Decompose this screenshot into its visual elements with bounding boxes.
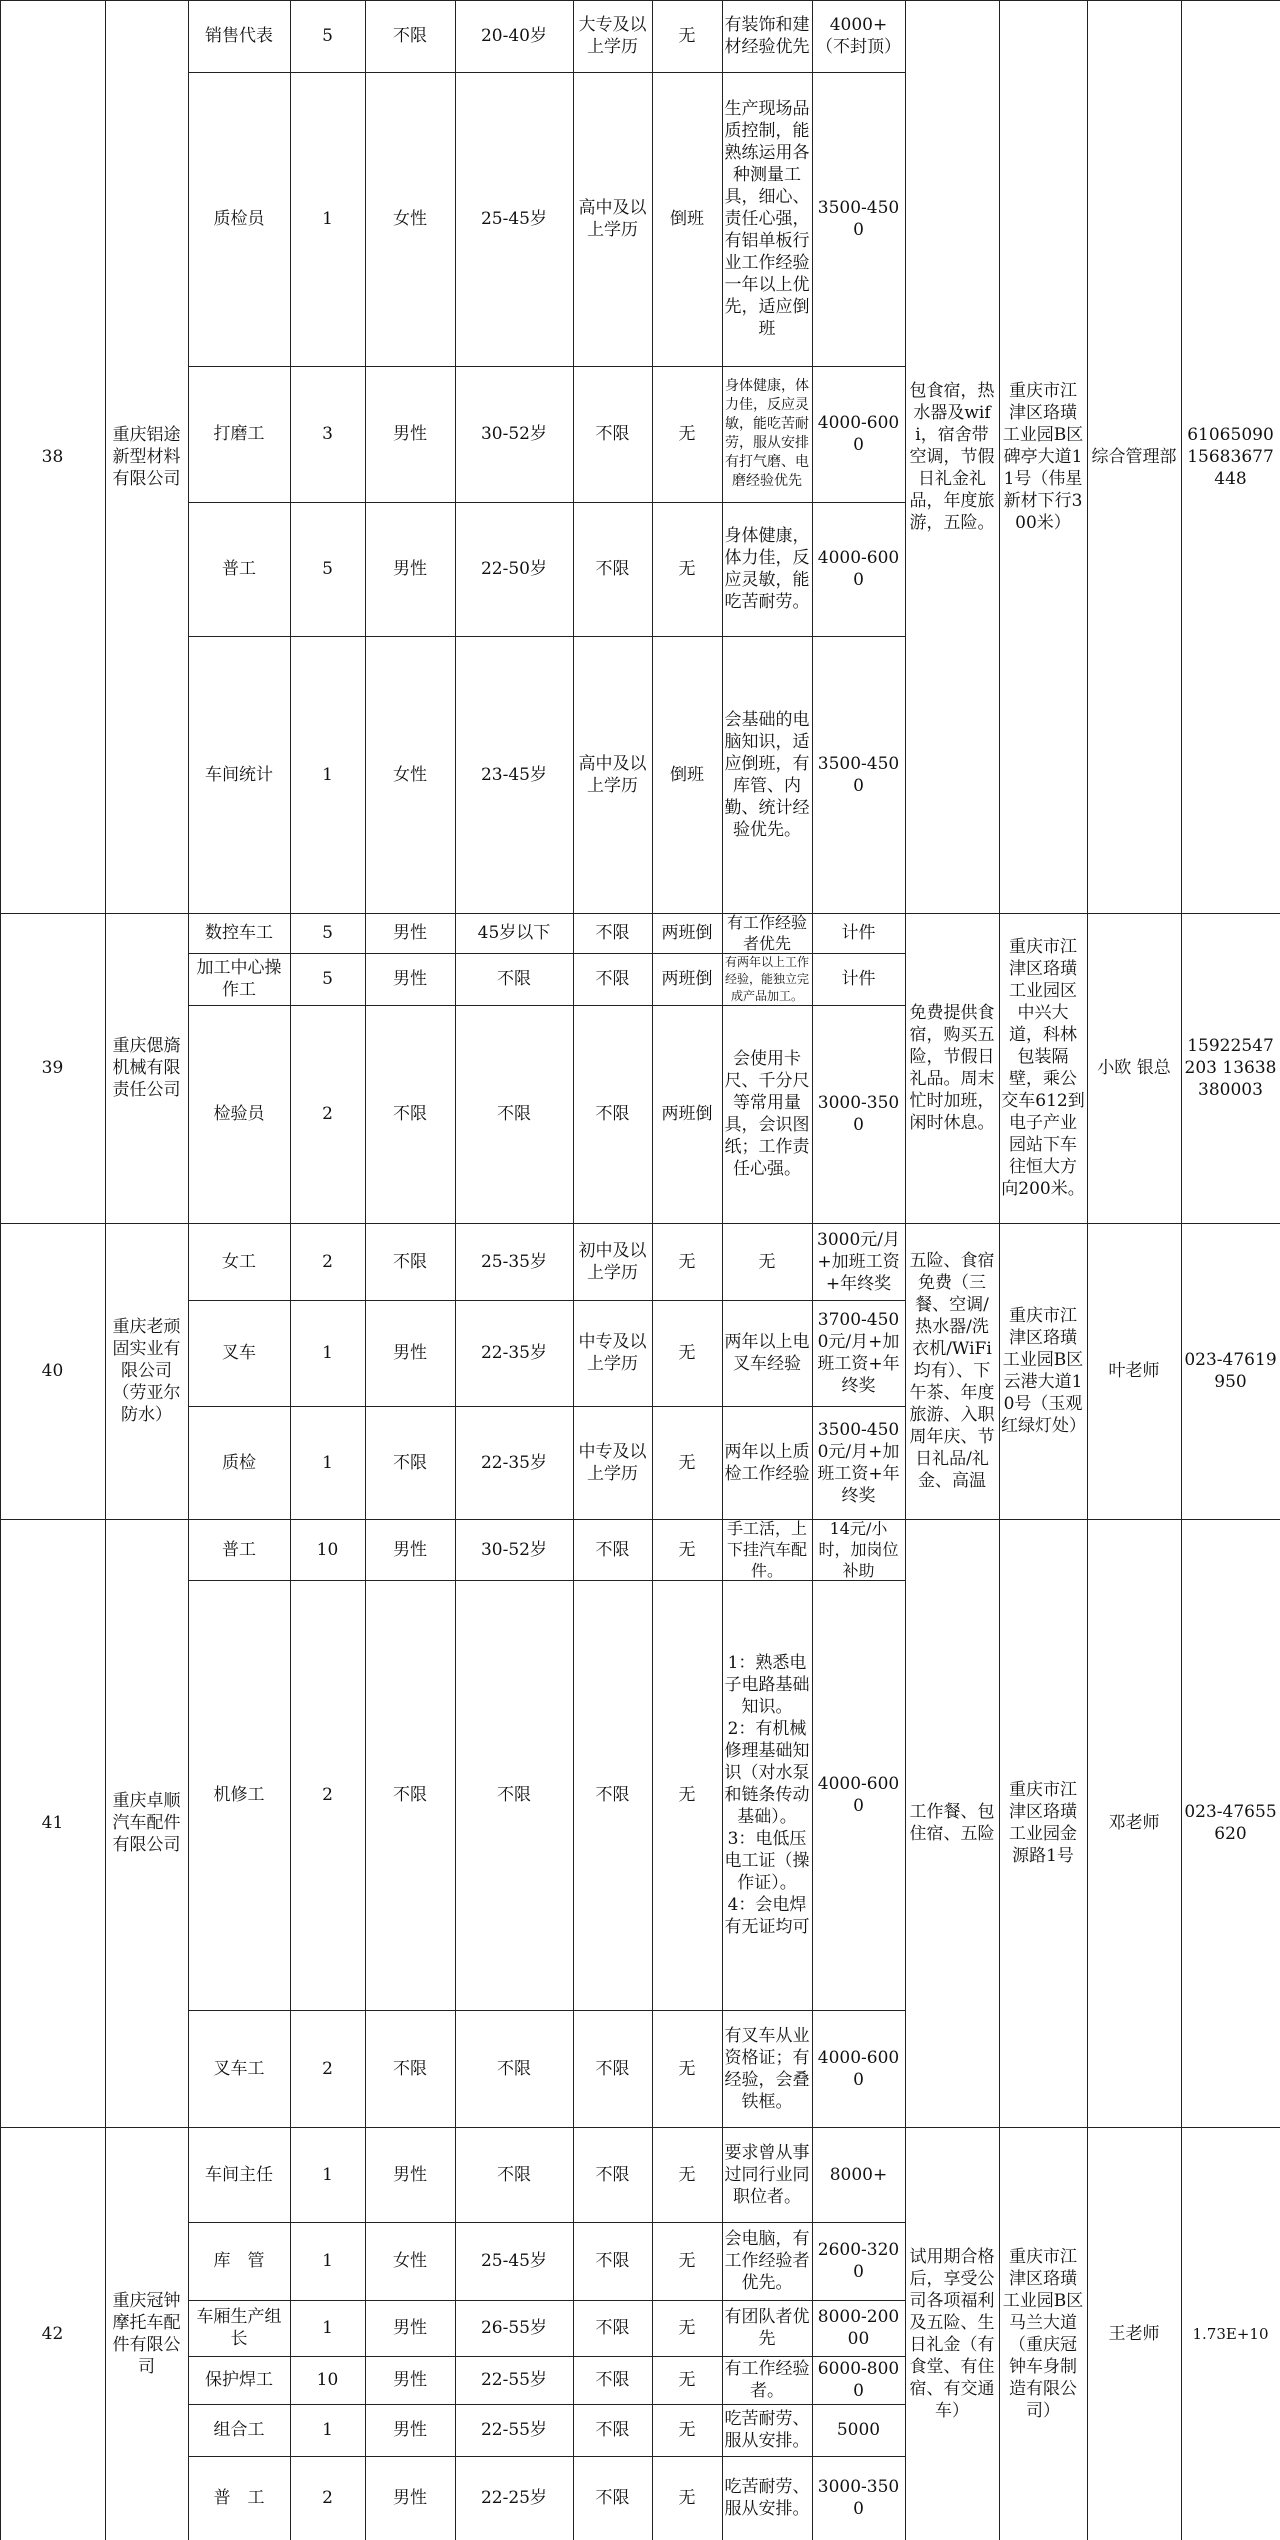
job-shift: 无 <box>678 1343 696 1363</box>
job-salary: 8000-20000 <box>817 2307 900 2349</box>
job-title: 车间统计 <box>205 764 273 785</box>
job-title: 普工 <box>222 1539 256 1560</box>
job-gender: 男性 <box>393 2370 427 2390</box>
job-count: 2 <box>322 2058 333 2079</box>
job-age: 22-35岁 <box>480 1343 547 1363</box>
job-gender: 男性 <box>393 969 427 989</box>
job-gender: 不限 <box>393 1452 427 1473</box>
job-count: 5 <box>322 26 333 46</box>
job-gender: 不限 <box>393 2058 427 2079</box>
job-age: 22-55岁 <box>480 2420 547 2440</box>
job-title: 数控车工 <box>205 923 273 943</box>
company-name: 重庆卓顺汽车配件有限公司 <box>112 1791 181 1855</box>
job-age: 45岁以下 <box>477 923 551 943</box>
job-salary: 6000-8000 <box>817 2359 900 2401</box>
job-title: 叉车 <box>222 1343 256 1363</box>
job-edu: 不限 <box>595 1539 630 1560</box>
company-address: 重庆市江津区珞璜工业园B区马兰大道（重庆冠钟车身制造有限公司） <box>1002 2246 1084 2421</box>
job-shift: 无 <box>678 1785 696 1805</box>
job-shift: 无 <box>678 1251 696 1272</box>
job-count: 1 <box>322 2420 333 2440</box>
job-gender: 男性 <box>393 2318 427 2338</box>
job-gender: 男性 <box>393 1539 427 1560</box>
job-count: 1 <box>322 1452 333 1473</box>
job-salary: 3000元/月+加班工资+年终奖 <box>817 1229 900 1294</box>
job-edu: 不限 <box>595 969 630 989</box>
job-gender: 不限 <box>393 1104 427 1124</box>
job-count: 10 <box>316 2370 339 2390</box>
job-count: 5 <box>322 559 333 579</box>
job-title: 加工中心操作工 <box>196 958 282 1000</box>
job-count: 2 <box>322 1104 333 1124</box>
job-count: 5 <box>322 969 333 989</box>
company-no: 40 <box>41 1361 64 1381</box>
job-gender: 男性 <box>393 2420 427 2440</box>
job-age: 22-25岁 <box>480 2488 547 2508</box>
company-contact: 叶老师 <box>1108 1361 1160 1381</box>
job-edu: 不限 <box>595 1785 630 1805</box>
job-req: 身体健康，体力佳，反应灵敏，能吃苦耐劳。 <box>724 526 810 612</box>
job-req: 1：熟悉电子电路基础知识。 2：有机械修理基础知识（对水泵和链条传动基础）。 3：电低压电工证（操作证）。 4：会电焊有无证均可 <box>724 1653 810 1937</box>
job-count: 5 <box>322 923 333 943</box>
job-edu: 中专及以上学历 <box>578 1332 647 1374</box>
job-gender: 男性 <box>393 2488 427 2508</box>
job-req: 无 <box>758 1251 776 1272</box>
job-edu: 不限 <box>595 2251 630 2271</box>
company-phone: 023-47655620 <box>1184 1802 1277 1844</box>
job-req: 两年以上电叉车经验 <box>724 1332 810 1374</box>
job-age: 22-55岁 <box>480 2370 547 2390</box>
job-age: 22-35岁 <box>480 1452 547 1473</box>
job-req: 有工作经验者。 <box>724 2359 810 2401</box>
company-benefits: 免费提供食宿，购买五险，节假日礼品。周末忙时加班，闲时休息。 <box>909 1003 995 1133</box>
company-name: 重庆铝途新型材料有限公司 <box>112 424 181 489</box>
job-count: 1 <box>322 2164 333 2185</box>
job-salary: 14元/小时，加岗位补助 <box>818 1519 899 1580</box>
job-title: 女工 <box>222 1251 256 1272</box>
job-req: 有叉车从业资格证；有经验，会叠铁框。 <box>724 2025 810 2112</box>
company-benefits: 试用期合格后，享受公司各项福利及五险、生日礼金（有食堂、有住宿、有交通车） <box>909 2246 995 2421</box>
job-salary: 3500-4500元/月+加班工资+年终奖 <box>817 1419 900 1506</box>
job-salary: 3700-4500元/月+加班工资+年终奖 <box>817 1310 900 1396</box>
job-shift: 无 <box>678 2058 696 2079</box>
job-age: 25-45岁 <box>480 2251 547 2271</box>
job-salary: 3500-4500 <box>817 198 900 240</box>
job-count: 2 <box>322 1785 333 1805</box>
job-req: 身体健康，体力佳，反应灵敏，能吃苦耐劳，服从安排有打气磨、电磨经验优先 <box>725 378 809 489</box>
job-shift: 两班倒 <box>661 923 713 943</box>
job-salary: 3000-3500 <box>817 1093 900 1135</box>
job-edu: 中专及以上学历 <box>578 1441 647 1484</box>
job-shift: 无 <box>678 1539 696 1560</box>
job-salary: 4000-6000 <box>817 548 900 590</box>
job-gender: 不限 <box>393 1251 427 1272</box>
company-name: 重庆冠钟摩托车配件有限公司 <box>112 2290 181 2377</box>
job-age: 30-52岁 <box>480 1539 547 1560</box>
job-req: 有两年以上工作经验，能独立完成产品加工。 <box>724 954 809 1003</box>
job-salary: 计件 <box>841 923 876 943</box>
job-age: 23-45岁 <box>480 764 547 785</box>
job-gender: 女性 <box>393 209 427 229</box>
job-salary: 4000-6000 <box>817 1774 900 1816</box>
job-edu: 不限 <box>595 1104 630 1124</box>
company-phone: 1.73E+10 <box>1192 2324 1269 2343</box>
job-salary: 2600-3200 <box>817 2240 900 2282</box>
company-name: 重庆偲旖机械有限责任公司 <box>112 1036 181 1100</box>
job-edu: 不限 <box>595 2164 630 2185</box>
job-gender: 不限 <box>393 1785 427 1805</box>
job-age: 22-50岁 <box>480 559 547 579</box>
company-name: 重庆老顽固实业有限公司（劳亚尔防水） <box>112 1317 181 1425</box>
company-no: 42 <box>41 2323 64 2344</box>
job-edu: 不限 <box>595 2058 630 2079</box>
job-gender: 男性 <box>393 559 427 579</box>
job-count: 1 <box>322 209 333 229</box>
job-shift: 无 <box>678 2318 696 2338</box>
company-contact: 综合管理部 <box>1091 446 1177 467</box>
job-shift: 无 <box>678 559 696 579</box>
job-title: 保护焊工 <box>205 2370 273 2390</box>
job-count: 1 <box>322 764 333 785</box>
job-salary: 4000-6000 <box>817 413 900 455</box>
job-shift: 无 <box>678 2164 696 2185</box>
job-count: 3 <box>322 424 333 444</box>
company-address: 重庆市江津区珞璜工业园区中兴大道，科林包装隔壁，乘公交车612到电子产业园站下车往恒大方向200米。 <box>1001 937 1085 1199</box>
job-title: 普 工 <box>213 2488 265 2508</box>
job-count: 1 <box>322 1343 333 1363</box>
job-edu: 不限 <box>595 2488 630 2508</box>
company-address: 重庆市江津区珞璜工业园B区碑亭大道11号（伟星新材下行300米） <box>1002 380 1084 533</box>
job-shift: 无 <box>678 1452 696 1473</box>
job-salary: 3500-4500 <box>817 753 900 796</box>
job-gender: 男性 <box>393 424 427 444</box>
company-contact: 王老师 <box>1108 2323 1160 2344</box>
company-phone: 023-47619950 <box>1184 1350 1277 1392</box>
job-req: 生产现场品质控制，能熟练运用各种测量工具，细心、责任心强，有铝单板行业工作经验一年以上优先，适应倒班 <box>724 99 810 339</box>
job-shift: 两班倒 <box>661 969 713 989</box>
job-req: 会电脑，有工作经验者优先。 <box>724 2229 810 2293</box>
job-edu: 初中及以上学历 <box>578 1240 647 1283</box>
job-age: 不限 <box>497 2058 531 2079</box>
company-address: 重庆市江津区珞璜工业园B区云港大道10号（玉观红绿灯处） <box>1001 1306 1086 1436</box>
job-title: 组合工 <box>213 2420 265 2440</box>
job-age: 不限 <box>497 969 531 989</box>
job-count: 10 <box>316 1539 339 1560</box>
job-shift: 无 <box>678 2420 696 2440</box>
job-edu: 不限 <box>595 424 630 444</box>
company-no: 39 <box>41 1058 64 1078</box>
job-age: 不限 <box>497 1785 531 1805</box>
job-edu: 不限 <box>595 559 630 579</box>
job-edu: 不限 <box>595 2370 630 2390</box>
job-edu: 高中及以上学历 <box>578 753 647 796</box>
job-salary: 4000-6000 <box>817 2047 900 2090</box>
company-benefits: 五险、食宿免费（三餐、空调/热水器/洗衣机/WiFi均有）、下午茶、年度旅游、入职周年庆、节日礼品/礼金、高温 <box>909 1251 995 1491</box>
job-req: 会基础的电脑知识，适应倒班，有库管、内勤、统计经验优先。 <box>724 709 810 840</box>
job-title: 销售代表 <box>205 26 273 46</box>
job-salary: 5000 <box>836 2420 881 2440</box>
job-salary: 8000+ <box>829 2164 888 2185</box>
job-req: 有工作经验者优先 <box>726 913 807 953</box>
job-age: 20-40岁 <box>480 26 547 46</box>
job-shift: 无 <box>678 2370 696 2390</box>
job-title: 机修工 <box>213 1785 265 1805</box>
job-shift: 无 <box>678 26 696 46</box>
job-age: 25-35岁 <box>480 1251 547 1272</box>
job-title: 车厢生产组长 <box>196 2307 282 2349</box>
job-count: 2 <box>322 1251 333 1272</box>
job-salary: 3000-3500 <box>817 2477 900 2519</box>
job-shift: 无 <box>678 2251 696 2271</box>
job-gender: 男性 <box>393 2164 427 2185</box>
job-title: 质检员 <box>213 209 265 229</box>
job-req: 有装饰和建材经验优先 <box>724 15 810 57</box>
company-contact: 邓老师 <box>1108 1813 1160 1833</box>
job-salary: 计件 <box>841 969 876 989</box>
company-no: 41 <box>41 1813 64 1833</box>
job-count: 1 <box>322 2251 333 2271</box>
job-age: 26-55岁 <box>480 2318 547 2338</box>
job-age: 25-45岁 <box>480 209 547 229</box>
job-shift: 无 <box>678 2488 696 2508</box>
company-no: 38 <box>41 446 64 467</box>
job-gender: 女性 <box>393 2251 427 2271</box>
job-edu: 不限 <box>595 923 630 943</box>
company-phone: 61065090 15683677448 <box>1187 424 1274 489</box>
job-count: 2 <box>322 2488 333 2508</box>
job-title: 叉车工 <box>213 2058 265 2079</box>
job-salary: 4000+（不封顶） <box>816 15 901 57</box>
job-req: 有团队者优先 <box>724 2307 810 2349</box>
job-gender: 男性 <box>393 923 427 943</box>
job-req: 要求曾从事过同行业同职位者。 <box>724 2142 810 2207</box>
job-age: 不限 <box>497 2164 531 2185</box>
job-edu: 大专及以上学历 <box>578 15 647 57</box>
job-edu: 高中及以上学历 <box>578 198 647 240</box>
job-shift: 倒班 <box>670 209 704 229</box>
job-gender: 不限 <box>393 26 427 46</box>
job-edu: 不限 <box>595 2420 630 2440</box>
job-age: 30-52岁 <box>480 424 547 444</box>
job-req: 吃苦耐劳、服从安排。 <box>724 2409 810 2451</box>
job-title: 质检 <box>222 1452 256 1473</box>
job-req: 会使用卡尺、千分尺等常用量具，会识图纸；工作责任心强。 <box>724 1049 810 1179</box>
job-shift: 倒班 <box>670 764 704 785</box>
job-age: 不限 <box>497 1104 531 1124</box>
job-gender: 男性 <box>393 1343 427 1363</box>
job-title: 普工 <box>222 559 256 579</box>
job-title: 打磨工 <box>213 424 265 444</box>
job-shift: 无 <box>678 424 696 444</box>
job-shift: 两班倒 <box>661 1104 713 1124</box>
job-count: 1 <box>322 2318 333 2338</box>
job-req: 吃苦耐劳、服从安排。 <box>724 2477 810 2519</box>
company-contact: 小欧 银总 <box>1097 1058 1171 1078</box>
job-title: 检验员 <box>213 1104 265 1124</box>
company-benefits: 包食宿，热水器及wifi，宿舍带空调，节假日礼金礼品，年度旅游，五险。 <box>909 380 995 533</box>
job-edu: 不限 <box>595 2318 630 2338</box>
job-gender: 女性 <box>393 764 427 785</box>
job-req: 两年以上质检工作经验 <box>724 1441 810 1484</box>
job-title: 库 管 <box>213 2251 265 2271</box>
company-phone: 15922547203 13638380003 <box>1184 1036 1277 1100</box>
company-benefits: 工作餐、包住宿、五险 <box>909 1802 995 1844</box>
job-req: 手工活，上下挂汽车配件。 <box>726 1519 807 1580</box>
job-title: 车间主任 <box>205 2164 273 2185</box>
company-address: 重庆市江津区珞璜工业园金源路1号 <box>1009 1780 1077 1866</box>
